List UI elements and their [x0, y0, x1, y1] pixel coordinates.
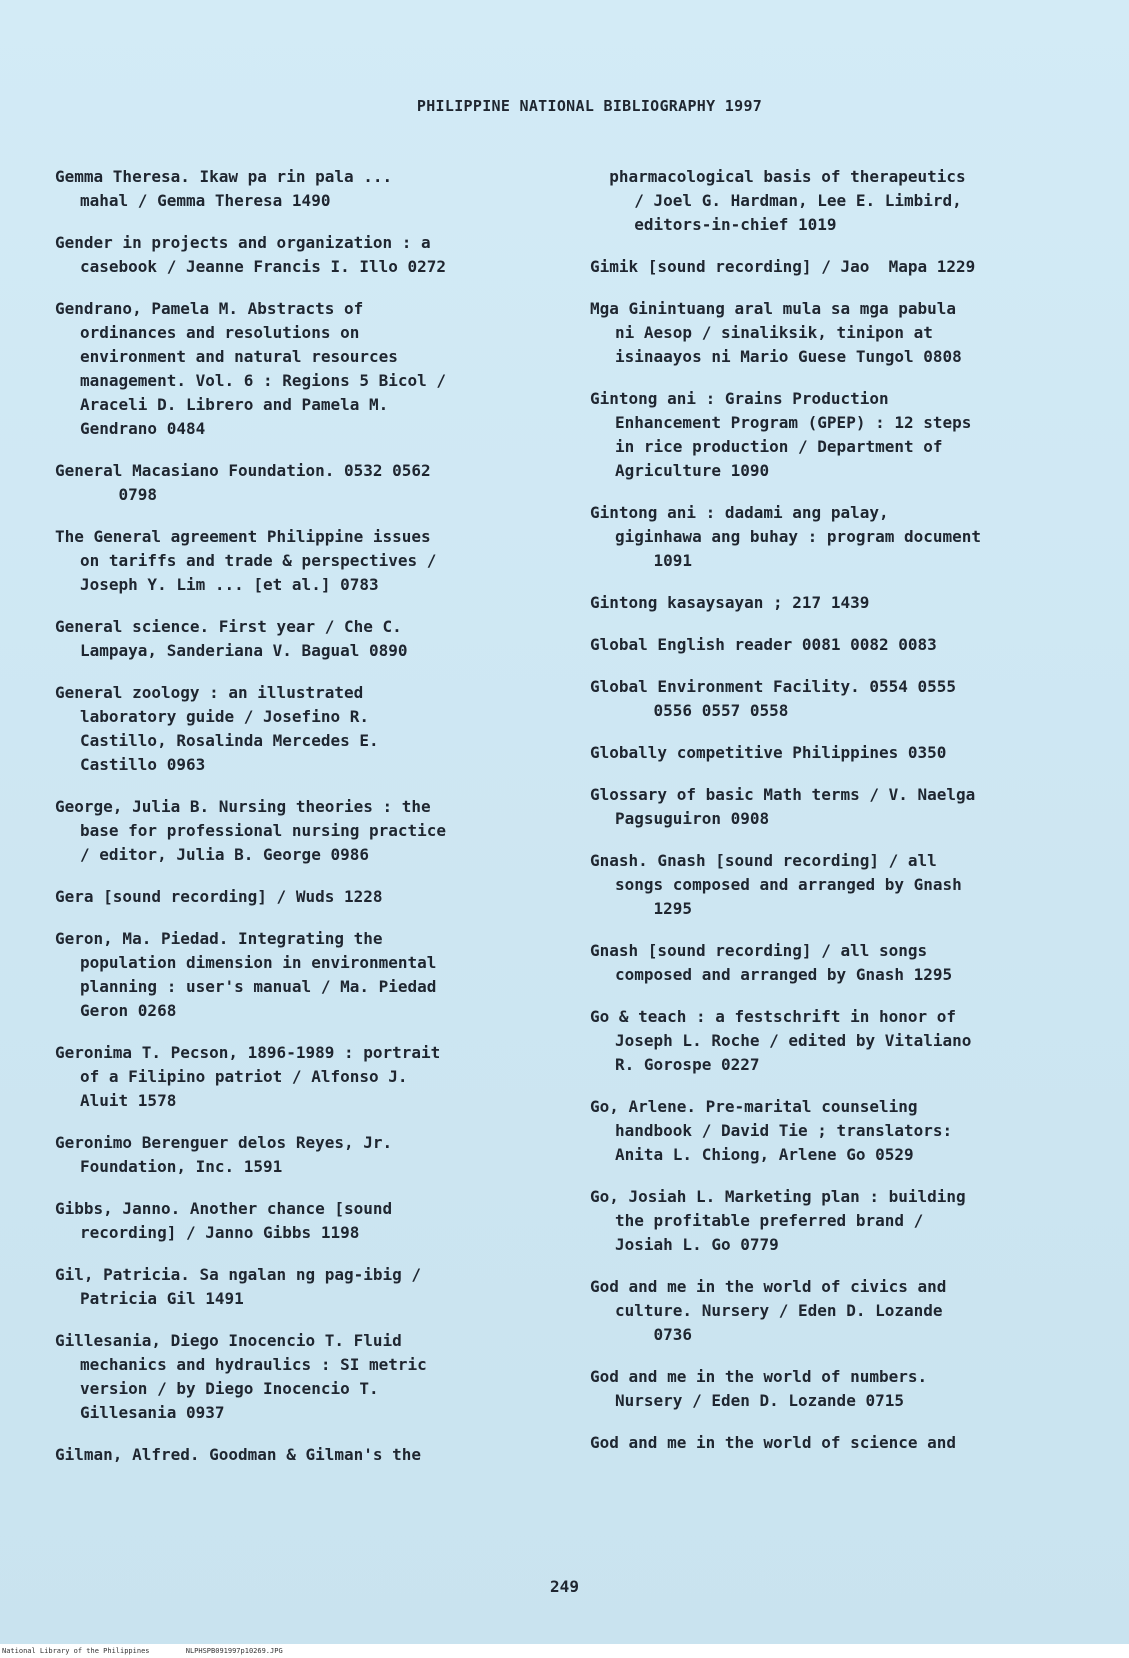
bibliography-entry: Gemma Theresa. Ikaw pa rin pala ... mahal / Gemma Theresa 1490: [55, 167, 393, 210]
bibliography-entry: Global English reader 0081 0082 0083: [590, 635, 937, 654]
footer-library: National Library of the Philippines: [2, 1647, 150, 1655]
bibliography-entry: Gnash [sound recording] / all songs composed and arranged by Gnash 1295: [590, 941, 953, 984]
bibliography-entry: Glossary of basic Math terms / V. Naelga Pagsuguiron 0908: [590, 785, 976, 828]
left-column: [55, 165, 555, 1485]
bibliography-entry: Go, Arlene. Pre-marital counseling handbook / David Tie ; translators: Anita L. Chiong, Arlene Go 0529: [590, 1097, 953, 1164]
page-number: 249: [550, 1577, 579, 1596]
bibliography-entry: Gimik [sound recording] / Jao Mapa 1229: [590, 257, 976, 276]
bibliography-entry: Global Environment Facility. 0554 0555 0556 0557 0558: [590, 677, 957, 720]
bibliography-entry: George, Julia B. Nursing theories : the base for professional nursing practice / editor, Julia B. George 0986: [55, 797, 447, 864]
bibliography-entry: General science. First year / Che C. Lampaya, Sanderiana V. Bagual 0890: [55, 617, 408, 660]
bibliography-entry: Gil, Patricia. Sa ngalan ng pag-ibig / Patricia Gil 1491: [55, 1265, 422, 1308]
bibliography-entry: Gendrano, Pamela M. Abstracts of ordinances and resolutions on environment and natural resources management. Vol. 6 : Regions 5 Bicol / Araceli D. Librero and Pamela M. Gendrano 0484: [55, 299, 447, 438]
bibliography-entry: Go & teach : a festschrift in honor of Joseph L. Roche / edited by Vitaliano R. Gorospe 0227: [590, 1007, 972, 1074]
bibliography-entry: Gintong ani : Grains Production Enhancement Program (GPEP) : 12 steps in rice production / Department of Agriculture 1090: [590, 389, 972, 480]
bibliography-entry: Geronimo Berenguer delos Reyes, Jr. Foundation, Inc. 1591: [55, 1133, 393, 1176]
bibliography-entry: Go, Josiah L. Marketing plan : building the profitable preferred brand / Josiah L. Go 0779: [590, 1187, 966, 1254]
bibliography-entry: Gera [sound recording] / Wuds 1228: [55, 887, 383, 906]
bibliography-entry: God and me in the world of civics and culture. Nursery / Eden D. Lozande 0736: [590, 1277, 947, 1344]
bibliography-entry: General zoology : an illustrated laboratory guide / Josefino R. Castillo, Rosalinda Mercedes E. Castillo 0963: [55, 683, 379, 774]
footer-filename: NLPHSPB091997p10269.JPG: [185, 1647, 283, 1655]
scan-footer: [0, 1644, 1129, 1658]
bibliography-entry: Mga Ginintuang aral mula sa mga pabula ni Aesop / sinaliksik, tinipon at isinaayos ni Mario Guese Tungol 0808: [590, 299, 962, 366]
bibliography-entry: Globally competitive Philippines 0350: [590, 743, 947, 762]
bibliography-entry: General Macasiano Foundation. 0532 0562 0798: [55, 461, 431, 504]
bibliography-entry: Gender in projects and organization : a casebook / Jeanne Francis I. Illo 0272: [55, 233, 447, 276]
bibliography-entry: Gintong ani : dadami ang palay, giginhawa ang buhay : program document 1091: [590, 503, 982, 570]
bibliography-entry: Gintong kasaysayan ; 217 1439: [590, 593, 870, 612]
bibliography-entry: Gibbs, Janno. Another chance [sound recording] / Janno Gibbs 1198: [55, 1199, 393, 1242]
bibliography-entry: pharmacological basis of therapeutics / Joel G. Hardman, Lee E. Limbird, editors-in-chief 1019: [609, 167, 966, 234]
bibliography-entry: Gilman, Alfred. Goodman & Gilman's the: [55, 1445, 422, 1464]
bibliography-entry: Gillesania, Diego Inocencio T. Fluid mechanics and hydraulics : SI metric version / by Diego Inocencio T. Gillesania 0937: [55, 1331, 427, 1422]
bibliography-entry: Gnash. Gnash [sound recording] / all songs composed and arranged by Gnash 1295: [590, 851, 962, 918]
bibliography-entry: God and me in the world of numbers. Nursery / Eden D. Lozande 0715: [590, 1367, 928, 1410]
bibliography-entry: Geronima T. Pecson, 1896-1989 : portrait of a Filipino patriot / Alfonso J. Aluit 1578: [55, 1043, 441, 1110]
bibliography-entry: God and me in the world of science and: [590, 1433, 957, 1452]
right-column: [590, 165, 1085, 1473]
page-title: PHILIPPINE NATIONAL BIBLIOGRAPHY 1997: [416, 97, 763, 115]
bibliography-entry: The General agreement Philippine issues on tariffs and trade & perspectives / Joseph Y. Lim ... [et al.] 0783: [55, 527, 437, 594]
bibliography-entry: Geron, Ma. Piedad. Integrating the population dimension in environmental planning : user's manual / Ma. Piedad Geron 0268: [55, 929, 437, 1020]
